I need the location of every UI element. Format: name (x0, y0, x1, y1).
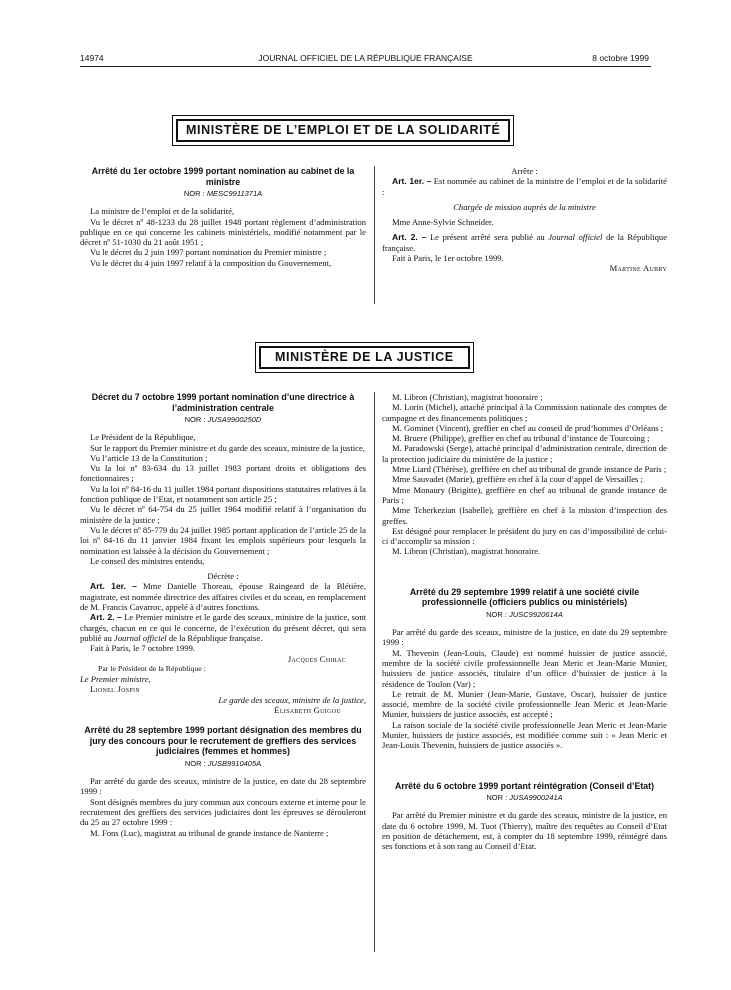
jury-member: M. Gominet (Vincent), greffier en chef au conseil de prud’hommes d’Orléans ; (392, 422, 664, 433)
justice-right-column (382, 392, 667, 852)
jury-member: Mme Tcherkezian (Isabelle), greffière en chef à la mission d’inspection des greffes. (382, 505, 667, 526)
paragraph: Par arrêté du garde des sceaux, ministre de la justice, en date du 28 septembre 1999 : (80, 776, 366, 797)
paragraph: Le Président de la République, (90, 432, 196, 443)
par-le-president: Par le Président de la République : (98, 663, 206, 673)
nor-line: NOR : JUSA9900241A (486, 793, 563, 803)
paragraph: La ministre de l’emploi et de la solidarité, (90, 206, 235, 217)
article-2: Art. 2. – Le présent arrêté sera publié au Journal officiel de la République française. (382, 232, 668, 253)
paragraph: M. Thevenin (Jean-Louis, Claude) est nommé huissier de justice associé, membre de la société civile professionnelle Jean Meric et Jean-Marie Munier, huissiers de justice associés, titulaire d’un office d’huissier de justice à la résidence de Toulon (Var) ; (382, 647, 667, 689)
ministry-heading: MINISTÈRE DE LA JUSTICE (259, 346, 470, 369)
decrete-label: Décrète : (207, 571, 239, 582)
paragraph: Le retrait de M. Munier (Jean-Marie, Gustave, Oscar), huissier de justice associé, membre de la société civile professionnelle Jean Meric et Jean-Marie Munier, huissiers de justice associés, est accepté ; (382, 688, 667, 720)
paragraph: Vu l’article 13 de la Constitution ; (90, 452, 208, 463)
jury-member: Mme Sauvadet (Marie), greffière en chef à la cour d’appel de Versailles ; (392, 474, 643, 485)
jury-member: Mme Liard (Thérèse), greffière en chef au tribunal de grande instance de Paris ; (392, 464, 667, 475)
paragraph: Vu le décret nº 85-779 du 24 juillet 1985 portant application de l’article 25 de la loi nº 84-16 du 11 janvier 1984 fixant les emplois supérieurs pour lesquels la nomination est laissée à la décision du Gouvernement ; (80, 524, 366, 556)
fait-a-paris: Fait à Paris, le 7 octobre 1999. (90, 643, 196, 654)
header-rule (80, 66, 651, 67)
arrete28-title: Arrêté du 28 septembre 1999 portant désignation des membres du jury des concours pour le recrutement de greffiers des services judiciaires (femmes et hommes) (84, 725, 362, 757)
jury-member: M. Bruere (Philippe), greffier en chef au tribunal d’instance de Tourcoing ; (392, 433, 650, 444)
column-divider (374, 392, 375, 952)
arrete-title: Arrêté du 1er octobre 1999 portant nomination au cabinet de la ministre (91, 166, 355, 187)
jury-member: M. Lorin (Michel), attaché principal à la Commission nationale des comptes de campagne et des financements politiques ; (382, 402, 667, 423)
paragraph: La raison sociale de la société civile professionnelle Jean Meric et Jean-Marie Munier, huissiers de justice associés, est modifiée comme suit : « Jean Meric et Jean-Louis Thevenin, huissiers de justice associés ». (382, 719, 667, 751)
ministry-heading: MINISTÈRE DE L’EMPLOI ET DE LA SOLIDARITÉ (176, 119, 510, 142)
decret-title: Décret du 7 octobre 1999 portant nomination d’une directrice à l’administration centrale (91, 392, 355, 413)
appointee: Mme Anne-Sylvie Schneider. (392, 217, 494, 228)
pm-name: Lionel Jospin (90, 684, 140, 695)
emploi-right-column (382, 166, 667, 274)
nor-line: NOR : JUSB9910405A (184, 758, 262, 768)
article-1: Art. 1er. – Est nommée au cabinet de la ministre de l’emploi et de la solidarité : (382, 176, 667, 197)
paragraph: Par arrêté du garde des sceaux, ministre de la justice, en date du 29 septembre 1999 : (382, 627, 667, 648)
paragraph: Vu le décret nº 48-1233 du 28 juillet 1948 portant règlement d’administration publique en ce qui concerne les cabinets ministériels, modifié notamment par le décret nº 51-1030 du 21 août 1951 ; (80, 216, 366, 248)
nor-line: NOR : MESC9911371A (183, 189, 263, 198)
signature-president: Jacques Chirac (287, 653, 346, 664)
journal-title: JOURNAL OFFICIEL DE LA RÉPUBLIQUE FRANÇAISE (258, 53, 473, 63)
page-number: 14974 (80, 53, 104, 63)
ministry-box-justice (255, 342, 474, 373)
paragraph: Par arrêté du Premier ministre et du garde des sceaux, ministre de la justice, en date du 6 octobre 1999, M. Tuot (Thierry), maître des requêtes au Conseil d’Etat en position de détachement, est, à compter du 18 septembre 1999, réintégré dans ses fonctions et à son rang au Conseil d’Etat. (382, 810, 667, 852)
paragraph: Sur le rapport du Premier ministre et du garde des sceaux, ministre de la justice, (90, 442, 365, 453)
gs-name: Élisabeth Guigou (274, 705, 341, 716)
paragraph: Sont désignés membres du jury commun aux concours externe et interne pour le recrutement des greffiers des services judiciaires dont les épreuves se dérouleront du 25 au 27 octobre 1999 : (80, 796, 366, 828)
paragraph: M. Libron (Christian), magistrat honoraire. (392, 546, 541, 557)
column-divider (374, 166, 375, 304)
article-2: Art. 2. – Le Premier ministre et le garde des sceaux, ministre de la justice, sont chargés, chacun en ce qui le concerne, de l’exécution du présent décret, qui sera publié au Journal officiel de la République française. (80, 612, 366, 643)
paragraph: M. Fons (Luc), magistrat au tribunal de grande instance de Nanterre ; (90, 827, 329, 838)
paragraph: Vu la loi nº 84-16 du 11 juillet 1984 portant dispositions statutaires relatives à la fonction publique de l’Etat, et notamment son article 25 ; (80, 483, 366, 505)
paragraph: Vu le décret nº 64-754 du 25 juillet 1964 modifié relatif à l’organisation du ministère de la justice ; (80, 504, 366, 525)
issue-date: 8 octobre 1999 (592, 53, 649, 63)
nor-line: NOR : JUSA9900250D (184, 415, 262, 424)
paragraph: Le conseil des ministres entendu, (90, 555, 205, 566)
jury-member: M. Paradowski (Serge), attaché principal d’administration centrale, direction de la protection judiciaire du ministère de la justice ; (382, 443, 667, 464)
justice-left-column (80, 392, 366, 838)
article-1: Art. 1er. – Mme Danielle Thoreau, épouse Raingeard de la Blétière, magistrate, est nommée directrice des affaires civiles et du sceau, en remplacement de M. Francis Cavarroc, appelé à d’autres fonctions. (80, 581, 366, 613)
jury-member: M. Libron (Christian), magistrat honoraire ; (392, 392, 543, 402)
emploi-left-column (80, 166, 366, 268)
nor-line: NOR : JUSC9920614A (486, 609, 563, 619)
paragraph: Est désigné pour remplacer le président du jury en cas d’impossibilité de celui-ci d’accomplir sa mission : (382, 525, 667, 547)
fait-a-paris: Fait à Paris, le 1er octobre 1999. (392, 253, 504, 264)
paragraph: Vu le décret du 2 juin 1997 portant nomination du Premier ministre ; (90, 247, 327, 258)
arrete29-title: Arrêté du 29 septembre 1999 relatif à une société civile professionnelle (officiers publics ou ministériels) (409, 586, 640, 608)
gs-title: Le garde des sceaux, ministre de la justice, (218, 694, 366, 705)
paragraph: Vu la loi nº 83-634 du 13 juillet 1983 portant droits et obligations des fonctionnaires ; (80, 463, 366, 484)
ministry-box-emploi (172, 115, 514, 146)
pm-title: Le Premier ministre, (80, 674, 151, 685)
paragraph: Vu le décret du 4 juin 1997 relatif à la composition du Gouvernement, (90, 257, 332, 268)
arrete-label: Arrête : (511, 166, 538, 176)
signature: Martine Aubry (609, 263, 667, 274)
position-title: Chargée de mission auprès de la ministre (453, 201, 596, 212)
jury-member: Mme Monaury (Brigitte), greffière en chef au tribunal de grande instance de Paris ; (382, 484, 667, 505)
arrete6-title: Arrêté du 6 octobre 1999 portant réintégration (Conseil d’Etat) (394, 780, 655, 791)
